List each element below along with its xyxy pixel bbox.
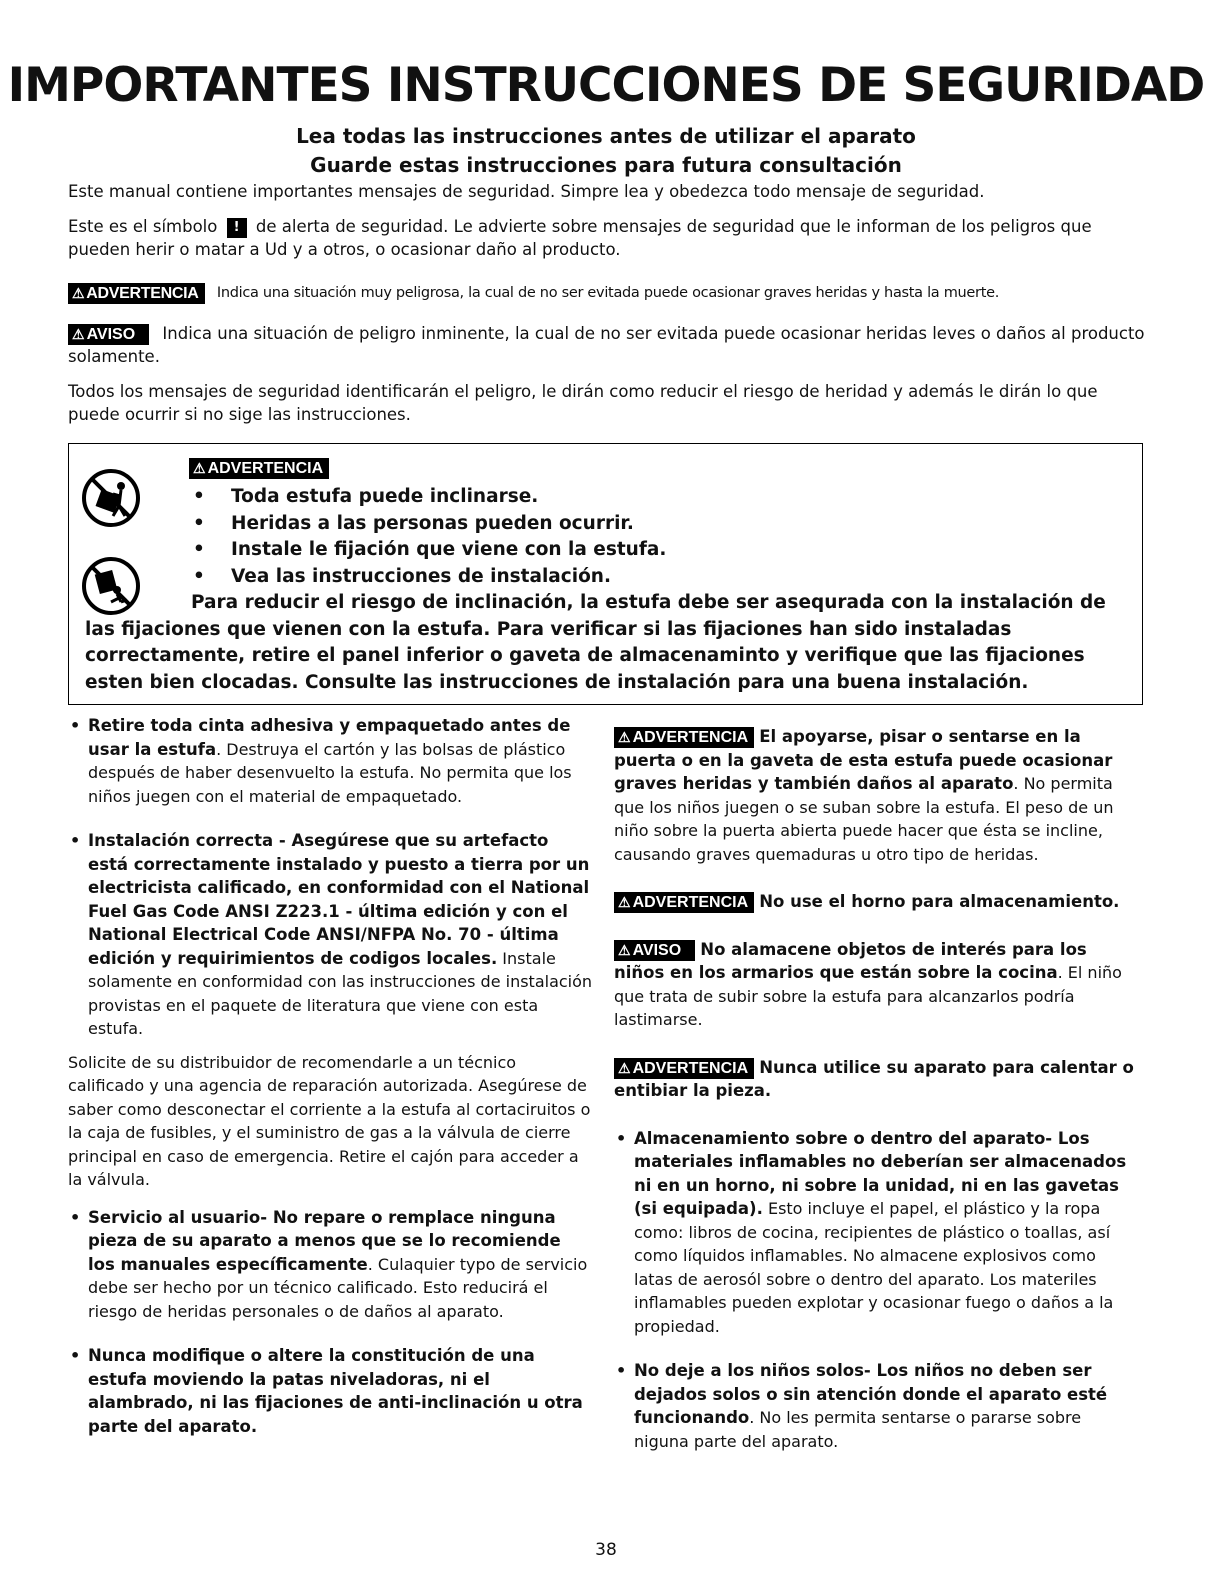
- aviso-badge: ⚠ AVISO: [68, 324, 149, 345]
- anti-tip-paragraph: Para reducir el riesgo de inclinación, la estufa debe ser asequrada con la instalación de las fijaciones que vienen con la estufa. Para verificar si las fijaciones han sido instaladas correctamente, retire el panel inferior o gaveta de almacenaminto y verifique que las fijaciones esten bien clocadas. Consulte las instrucciones de instalación para una buena instalación.: [85, 592, 1106, 693]
- aviso-badge: ⚠ AVISO: [614, 940, 695, 961]
- advertencia-badge: ⚠ ADVERTENCIA: [189, 458, 329, 479]
- page-number: 38: [595, 1540, 617, 1560]
- subtitle-read: Lea todas las instrucciones antes de utilizar el aparato: [296, 124, 916, 148]
- list-item: • Servicio al usuario- No repare o remplace ninguna pieza de su aparato a menos que se lo recomiende los manuales específicamente. Culaquier typo de servicio debe ser hecho por un técnico calificado. Esto reducirá el riesgo de heridas personales o de daños al aparato.: [68, 1206, 593, 1324]
- list-item: • Nunca modifique o altere la constitución de una estufa moviendo la patas niveladoras, ni el alambrado, ni las fijaciones de anti-inclinación u otra parte del aparato.: [68, 1344, 593, 1438]
- list-item: • Toda estufa puede inclinarse.: [193, 484, 666, 511]
- symbol-text-b: de alerta de seguridad. Le advierte sobre mensajes de seguridad que le informan de los peligros que pueden herir o matar a Ud y a otros, o ocasionar daño al producto.: [68, 217, 1092, 259]
- door-warning: ⚠ ADVERTENCIA El apoyarse, pisar o sentarse en la puerta o en la gaveta de esta estufa puede ocasionar graves heridas y también daños al aparato. No permita que los niños juegen o se suban sobre la estufa. El peso de un niño sobre la puerta abierta puede hacer que ésta se incline, causando graves quemaduras u otro tipo de heridas.: [614, 727, 1114, 864]
- symbol-paragraph: [68, 215, 1148, 261]
- warning-triangle-icon: ⚠: [72, 326, 85, 342]
- warning-triangle-icon: ⚠: [193, 460, 206, 476]
- list-item: • No deje a los niños solos- Los niños no deben ser dejados solos o sin atención donde el aparato esté funcionando. No les permita sentarse o pararse sobre niguna parte del aparato.: [614, 1359, 1139, 1453]
- list-item: • Retire toda cinta adhesiva y empaquetado antes de usar la estufa. Destruya el cartón y las bolsas de plástico después de haber desenvuelto la estufa. No permita que los niños juegen con el material de empaquetado.: [68, 714, 593, 808]
- intro-paragraph: Este manual contiene importantes mensajes de seguridad. Simpre lea y obedezca todo mensaje de seguridad.: [68, 182, 985, 201]
- advertencia-badge: ⚠ ADVERTENCIA: [68, 283, 205, 304]
- warning-triangle-icon: ⚠: [618, 1059, 631, 1076]
- page-title: IMPORTANTES INSTRUCCIONES DE SEGURIDAD: [7, 58, 1205, 113]
- tip-over-warning-box: [68, 443, 1143, 705]
- aviso-text: Indica una situación de peligro inminente, la cual de no ser evitada puede ocasionar heridas leves o daños al producto solamente.: [68, 324, 1145, 366]
- list-item: • Vea las instrucciones de instalación.: [193, 564, 666, 591]
- heating-warning: ⚠ ADVERTENCIA Nunca utilice su aparato para calentar o entibiar la pieza.: [614, 1057, 1134, 1100]
- list-item: • Instalación correcta - Asegúrese que su artefacto está correctamente instalado y puesto a tierra por un electricista calificado, en conformidad con el National Fuel Gas Code ANSI Z223.1 - última edición y con el National Electrical Code ANSI/NFPA No. 70 - última edición y requirimientos de codigos locales. Instale solamente en conformidad con las instrucciones de instalación provistas en el paquete de literatura que viene con esta estufa.: [68, 829, 593, 1041]
- aviso-definition: [68, 322, 1148, 368]
- warning-triangle-icon: ⚠: [618, 941, 631, 958]
- list-item: • Heridas a las personas pueden ocurrir.: [193, 511, 666, 538]
- list-item: • Instale le fijación que viene con la estufa.: [193, 537, 666, 564]
- advertencia-badge: ⚠ ADVERTENCIA: [614, 727, 754, 748]
- warning-triangle-icon: ⚠: [618, 894, 631, 910]
- oven-storage-warning: ⚠ ADVERTENCIA No use el horno para almacenamiento.: [614, 890, 1139, 914]
- technician-paragraph: Solicite de su distribuidor de recomendarle a un técnico calificado y una agencia de reparación autorizada. Asegúrese de saber como desconectar el corriente a la estufa al cortaciruitos o la caja de fusibles, y el suministro de gas a la válvula de cierre principal en caso de emergencia. Retire el cajón para acceder a la válvula.: [68, 1052, 591, 1189]
- advertencia-definition: [68, 282, 1148, 305]
- advertencia-badge: ⚠ ADVERTENCIA: [614, 892, 754, 913]
- symbol-text-a: Este es el símbolo: [68, 217, 218, 236]
- tip-over-prohibited-icon: [81, 468, 141, 528]
- warning-triangle-icon: ⚠: [618, 729, 631, 745]
- alert-symbol-icon: !: [227, 218, 247, 238]
- list-item: • Almacenamiento sobre o dentro del aparato- Los materiales inflamables no deberían ser almacenados ni en un horno, ni sobre la unidad, ni en las gavetas (si equipada). Esto incluye el papel, el plástico y la ropa como: libros de cocina, recipientes de plástico o toallas, así como líquidos inflamables. No almacene explosivos como latas de aerosól sobre o dentro del aparato. Los materiles inflamables pueden explotar y ocasionar fuego o daños a la propiedad.: [614, 1127, 1139, 1339]
- safety-messages-paragraph: Todos los mensajes de seguridad identificarán el peligro, le dirán como reducir el riesgo de heridad y además le dirán lo que puede ocurrir si no sige las instrucciones.: [68, 382, 1098, 424]
- children-items-notice: ⚠ AVISO No alamacene objetos de interés para los niños en los armarios que están sobre la cocina. El niño que trata de subir sobre la estufa para alcanzarlos podría lastimarse.: [614, 939, 1122, 1029]
- warning-bullet-list: [193, 484, 666, 590]
- advertencia-text: Indica una situación muy peligrosa, la cual de no ser evitada puede ocasionar graves heridas y hasta la muerte.: [216, 285, 1000, 301]
- subtitle-keep: Guarde estas instrucciones para futura consultación: [310, 153, 902, 177]
- warning-triangle-icon: ⚠: [72, 284, 85, 301]
- advertencia-badge: ⚠ ADVERTENCIA: [614, 1058, 754, 1079]
- left-column: [68, 714, 593, 1438]
- right-column: [614, 725, 1139, 1453]
